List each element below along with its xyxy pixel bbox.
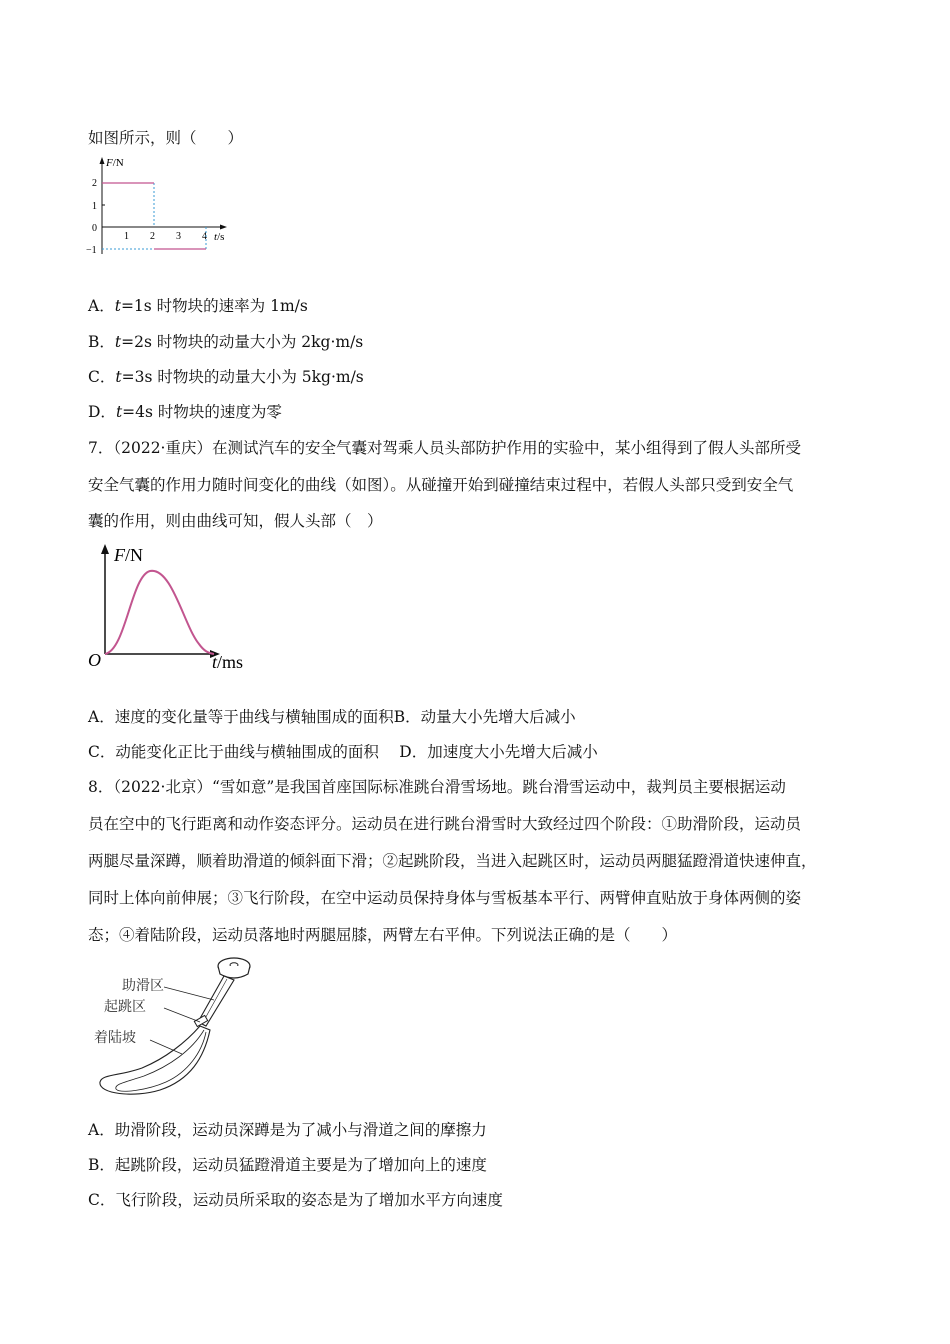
q8-ski-jump-figure — [86, 950, 276, 1102]
q7-x-axis-label: t/ms — [212, 652, 244, 672]
q6-origin-label: 0 — [92, 223, 97, 234]
label-takeoff-zone: 起跳区 — [104, 999, 146, 1015]
q8-stem-line: 两腿尽量深蹲，顺着助滑道的倾斜面下滑；②起跳阶段，当进入起跳区时，运动员两腿猛蹬滑道快速伸直， — [88, 852, 817, 870]
q8-option-a: A．助滑阶段，运动员深蹲是为了减小与滑道之间的摩擦力 — [88, 1121, 487, 1139]
q6-force-time-graph — [84, 154, 244, 266]
q7-force-curve — [105, 571, 214, 654]
q6-option-d: D．t=4s 时物块的速度为零 — [88, 403, 282, 421]
q7-force-time-curve — [86, 540, 261, 675]
q6-y-tick: 1 — [92, 201, 97, 212]
q7-option-line: C．动能变化正比于曲线与横轴围成的面积 D．加速度大小先增大后减小 — [88, 743, 598, 761]
label-landing-slope: 着陆坡 — [94, 1030, 136, 1046]
q6-x-axis-arrow — [220, 225, 227, 230]
q8-stem-line: 态；④着陆阶段，运动员落地时两腿屈膝，两臂左右平伸。下列说法正确的是（ ） — [88, 926, 678, 944]
q7-stem-line: 安全气囊的作用力随时间变化的曲线（如图）。从碰撞开始到碰撞结束过程中，若假人头部只受到安全气 — [88, 476, 794, 494]
q6-option-a: A．t=1s 时物块的速率为 1m/s — [88, 297, 308, 315]
q6-option-c: C．t=3s 时物块的动量大小为 5kg·m/s — [88, 368, 364, 386]
q6-x-tick: 1 — [124, 231, 129, 242]
q6-x-tick: 4 — [202, 231, 207, 242]
q8-stem-line: 8．（2022·北京）“雪如意”是我国首座国际标准跳台滑雪场地。跳台滑雪运动中，裁判员主要根据运动 — [88, 778, 786, 796]
q6-y-tick: 2 — [92, 178, 97, 189]
q6-x-axis-label: t/s — [214, 231, 225, 243]
q6-y-tick: −1 — [86, 245, 97, 256]
label-inrun-zone: 助滑区 — [122, 978, 164, 994]
q7-origin-label: O — [88, 650, 101, 670]
q7-stem-line: 7．（2022·重庆）在测试汽车的安全气囊对驾乘人员头部防护作用的实验中，某小组得到了假人头部所受 — [88, 439, 801, 457]
q7-option-line: A．速度的变化量等于曲线与横轴围成的面积B．动量大小先增大后减小 — [88, 708, 576, 726]
q7-stem-line: 囊的作用，则由曲线可知，假人头部（ ） — [88, 512, 383, 530]
q7-y-axis-arrow — [101, 544, 109, 554]
q6-y-axis-arrow — [100, 157, 105, 164]
q8-option-b: B．起跳阶段，运动员猛蹬滑道主要是为了增加向上的速度 — [88, 1156, 487, 1174]
q8-stem-line: 同时上体向前伸展；③飞行阶段，在空中运动员保持身体与雪板基本平行、两臂伸直贴放于身体两侧的姿 — [88, 889, 802, 907]
q7-y-axis-label: F/N — [114, 545, 143, 565]
q8-stem-line: 员在空中的飞行距离和动作姿态评分。运动员在进行跳台滑雪时大致经过四个阶段：①助滑阶段，运动员 — [88, 815, 802, 833]
q6-stem-tail: 如图所示，则（ ） — [88, 129, 244, 147]
q6-x-tick: 3 — [176, 231, 181, 242]
q6-x-tick: 2 — [150, 231, 155, 242]
q6-option-b: B．t=2s 时物块的动量大小为 2kg·m/s — [88, 333, 364, 351]
q6-y-axis-label: F/N — [106, 157, 124, 169]
q8-option-c: C．飞行阶段，运动员所采取的姿态是为了增加水平方向速度 — [88, 1191, 503, 1209]
